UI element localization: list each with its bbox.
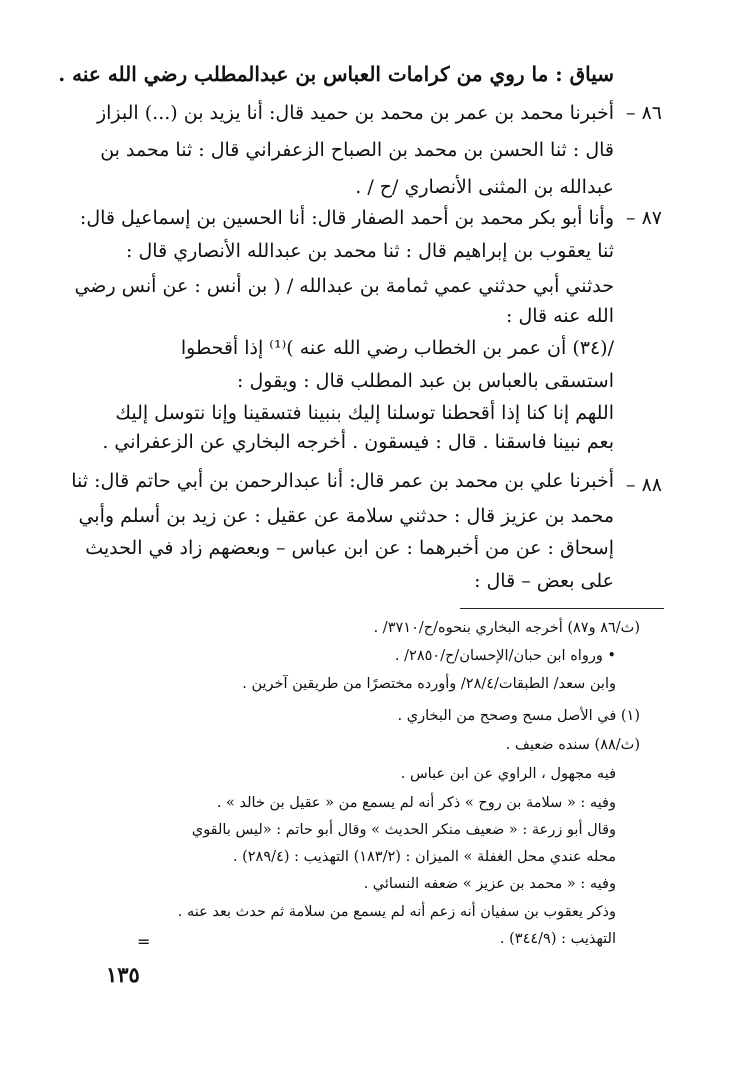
footnote-line: وذكر يعقوب بن سفيان أنه زعم أنه لم يسمع من سلامة ثم حدث بعد عنه . xyxy=(177,904,616,920)
entry-87-line-7: اللهم إنا كنا إذا أقحطنا توسلنا إليك بنبينا فتسقينا وإنا نتوسل إليك xyxy=(115,402,614,424)
entry-88-line-3: إسحاق : عن من أخبرهما : عن ابن عباس – وبعضهم زاد في الحديث xyxy=(85,537,614,559)
entry-86-line-3: عبدالله بن المثنى الأنصاري /ح / . xyxy=(355,176,614,198)
entry-number-86: ٨٦ – xyxy=(626,102,662,124)
entry-87-line-8: بعم نبينا فاسقنا . قال : فيسقون . أخرجه البخاري عن الزعفراني . xyxy=(102,431,614,453)
footnote-line: وقال أبو زرعة : « ضعيف منكر الحديث » وقال أبو حاتم : «ليس بالقوي xyxy=(191,822,616,838)
footnote-separator xyxy=(460,608,664,609)
entry-87-line-2: ثنا يعقوب بن إبراهيم قال : ثنا محمد بن عبدالله الأنصاري قال : xyxy=(126,240,614,262)
footnote-line: (ث/٨٨) سنده ضعيف . xyxy=(505,737,640,753)
entry-86-line-1: أخبرنا محمد بن عمر بن محمد بن حميد قال: أنا يزيد بن (...) البزاز xyxy=(96,102,614,124)
footnote-line: (ث/٨٦ و٨٧) أخرجه البخاري بنحوه/ح/٣٧١٠/ . xyxy=(373,620,640,636)
entry-86-line-2: قال : ثنا الحسن بن محمد بن الصباح الزعفراني قال : ثنا محمد بن xyxy=(100,139,614,161)
continuation-mark: = xyxy=(137,932,151,951)
footnote-line: وفيه : « محمد بن عزيز » ضعفه النسائي . xyxy=(363,876,616,892)
footnote-line: محله عندي محل الغفلة » الميزان : (١٨٣/٢) التهذيب : (٢٨٩/٤) . xyxy=(232,849,616,865)
section-heading: سياق : ما روي من كرامات العباس بن عبدالمطلب رضي الله عنه . xyxy=(58,62,614,86)
footnote-line: وفيه : « سلامة بن روح » ذكر أنه لم يسمع من « عقيل بن خالد » . xyxy=(216,795,616,811)
entry-88-line-4: على بعض – قال : xyxy=(474,570,614,592)
entry-number-88: ٨٨ – xyxy=(626,474,662,496)
page-number: ١٣٥ xyxy=(106,962,140,987)
entry-88-line-1: أخبرنا علي بن محمد بن عمر قال: أنا عبدالرحمن بن أبي حاتم قال: ثنا xyxy=(71,470,614,492)
footnote-line: (١) في الأصل مسح وصحح من البخاري . xyxy=(397,708,640,724)
footnote-line: التهذيب : (٣٤٤/٩) . xyxy=(499,931,616,947)
entry-87-line-1: وأنا أبو بكر محمد بن أحمد الصفار قال: أنا الحسين بن إسماعيل قال: xyxy=(79,207,614,229)
footnote-line: • ورواه ابن حبان/الإحسان/ح/٢٨٥٠/ . xyxy=(394,648,616,664)
entry-87-line-3: حدثني أبي حدثني عمي ثمامة بن عبدالله / ( بن أنس : عن أنس رضي xyxy=(74,275,614,297)
footnote-line: وابن سعد/ الطبقات/٢٨/٤/ وأورده مختصرًا من طريقين آخرين . xyxy=(242,676,616,692)
entry-87-line-6: استسقى بالعباس بن عبد المطلب قال : ويقول : xyxy=(237,370,614,392)
entry-number-87: ٨٧ – xyxy=(626,207,662,229)
entry-87-line-5: /(٣٤) أن عمر بن الخطاب رضي الله عنه )⁽¹⁾ إذا أقحطوا xyxy=(180,337,614,359)
footnote-line: فيه مجهول ، الراوي عن ابن عباس . xyxy=(400,766,616,782)
entry-88-line-2: محمد بن عزيز قال : حدثني سلامة عن عقيل : عن زيد بن أسلم وأبي xyxy=(78,505,614,527)
entry-87-line-4: الله عنه قال : xyxy=(506,305,614,327)
